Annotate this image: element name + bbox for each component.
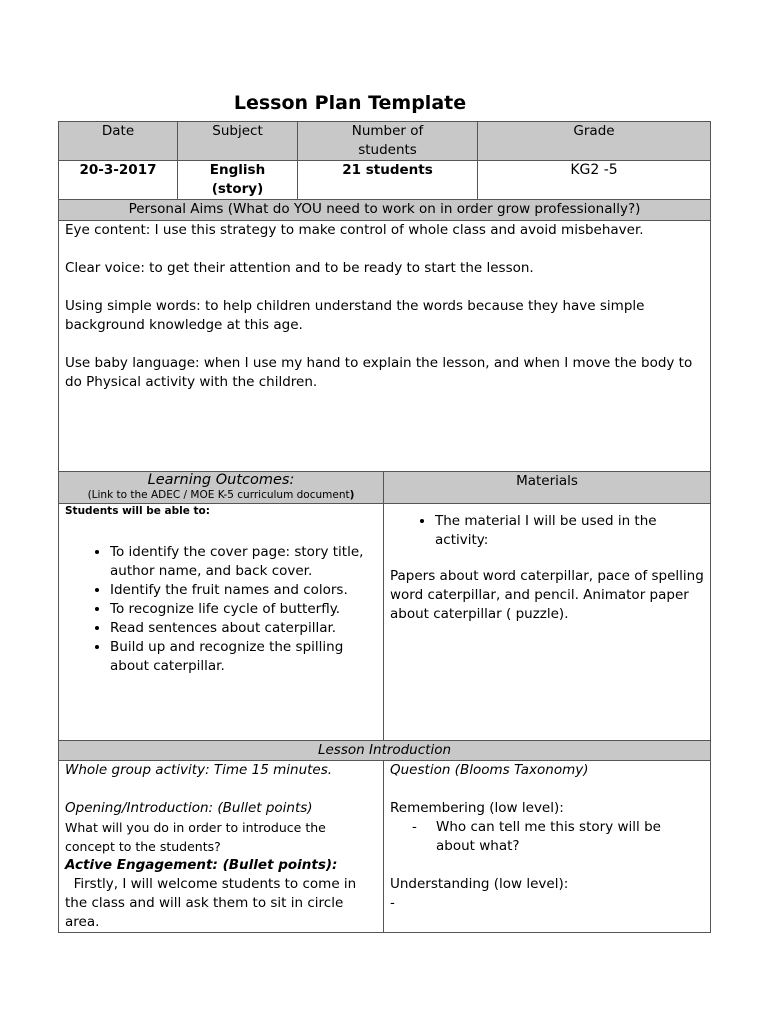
- lesson-plan-table: [58, 121, 711, 933]
- personal-aims-content: [59, 221, 711, 472]
- page-title: Lesson Plan Template: [233, 92, 467, 114]
- list-item: [412, 818, 704, 856]
- lesson-intro-heading-row: [59, 741, 711, 761]
- understanding-level: Understanding (low level):: [390, 876, 569, 892]
- grade-value: KG2 -5: [478, 161, 711, 200]
- remembering-level: Remembering (low level):: [390, 800, 564, 816]
- aim-paragraph: Clear voice: to get their attention and to be ready to start the lesson.: [65, 260, 534, 276]
- students-value: 21 students: [298, 161, 478, 200]
- outcomes-list: [65, 543, 377, 676]
- lesson-intro-row: [59, 761, 711, 933]
- active-engagement-heading: Active Engagement: (Bullet points):: [65, 857, 338, 873]
- materials-content: [384, 504, 711, 741]
- lesson-introduction-heading: Lesson Introduction: [59, 741, 711, 761]
- learning-outcomes-content: [59, 504, 384, 741]
- header-row: [59, 122, 711, 161]
- outcomes-heading-row: [59, 472, 711, 504]
- learning-outcomes-heading: [59, 472, 384, 504]
- subject-header: Subject: [178, 122, 298, 161]
- curriculum-link-note: [65, 489, 377, 502]
- personal-aims-heading-row: [59, 200, 711, 221]
- materials-text: Papers about word caterpillar, pace of spelling word caterpillar, and pencil. Animator paper about caterpillar ( puzzle).: [390, 568, 704, 622]
- list-item: • The material I will be used in the activity:: [435, 512, 704, 550]
- list-item: • Read sentences about caterpillar.: [110, 619, 377, 638]
- questions-heading: Question (Blooms Taxonomy): [390, 762, 589, 778]
- learning-outcomes-title: Learning Outcomes:: [147, 472, 295, 488]
- values-row: [59, 161, 711, 200]
- date-header: Date: [59, 122, 178, 161]
- whole-group-content: [59, 761, 384, 933]
- date-value: 20-3-2017: [59, 161, 178, 200]
- whole-group-activity: Whole group activity: Time 15 minutes.: [65, 762, 333, 778]
- grade-header: Grade: [478, 122, 711, 161]
- personal-aims-heading: Personal Aims (What do YOU need to work on in order grow professionally?): [59, 200, 711, 221]
- students-able-intro: Students will be able to:: [65, 505, 210, 517]
- dash-marker: -: [412, 819, 417, 835]
- list-item: • Identify the fruit names and colors.: [110, 581, 377, 600]
- students-header-line-1: Number of: [351, 123, 424, 139]
- students-header: [298, 122, 478, 161]
- opening-question: What will you do in order to introduce the concept to the students?: [65, 820, 326, 854]
- aim-paragraph: Using simple words: to help children understand the words because they have simple background knowledge at this age.: [65, 298, 645, 333]
- opening-heading: Opening/Introduction: (Bullet points): [65, 800, 313, 816]
- questions-content: [384, 761, 711, 933]
- remembering-list: [390, 818, 704, 856]
- subject-value: English (story): [178, 161, 298, 200]
- materials-list: [390, 512, 704, 550]
- list-item: • To identify the cover page: story title, author name, and back cover.: [110, 543, 377, 581]
- curriculum-link-paren: ): [349, 489, 355, 501]
- understanding-dash: -: [390, 895, 395, 911]
- curriculum-link-text: (Link to the ADEC / MOE K-5 curriculum document: [87, 489, 350, 501]
- remembering-question: Who can tell me this story will be about what?: [436, 819, 661, 854]
- aim-paragraph: Use baby language: when I use my hand to explain the lesson, and when I move the body to do Physical activity with the children.: [65, 355, 693, 390]
- outcomes-row: [59, 504, 711, 741]
- personal-aims-row: [59, 221, 711, 472]
- active-engagement-text: Firstly, I will welcome students to come in the class and will ask them to sit in circle area.: [65, 876, 361, 930]
- list-item: • Build up and recognize the spilling about caterpillar.: [110, 638, 377, 676]
- list-item: • To recognize life cycle of butterfly.: [110, 600, 377, 619]
- students-header-line-2: students: [358, 142, 417, 158]
- materials-heading: Materials: [384, 472, 711, 504]
- aim-paragraph: Eye content: I use this strategy to make control of whole class and avoid misbehaver.: [65, 222, 644, 238]
